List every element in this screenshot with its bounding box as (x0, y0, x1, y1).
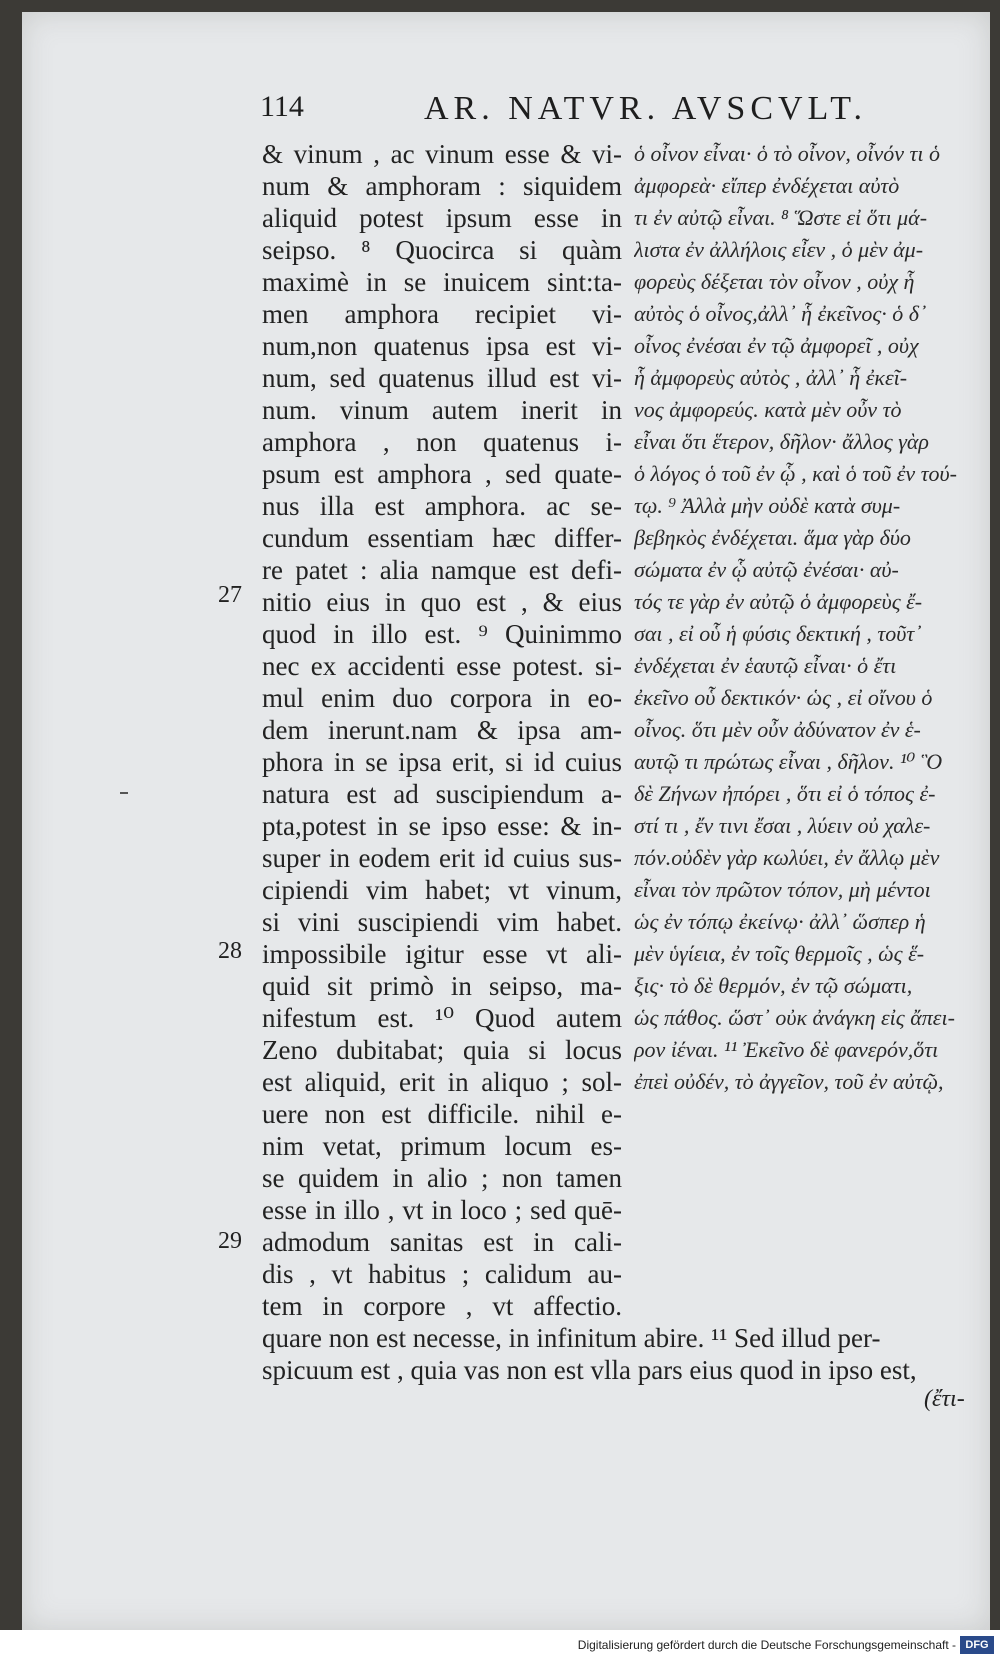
greek-line: ρον ἰέναι. ¹¹ Ἐκεῖνο δὲ φανερόν,ὅτι (634, 1037, 939, 1062)
latin-line: impossibile igitur esse vt ali- (262, 939, 622, 969)
latin-line: aliquid potest ipsum esse in (262, 203, 622, 233)
latin-line: men amphora recipiet vi- (262, 299, 622, 329)
dfg-logo: DFG (960, 1636, 994, 1654)
latin-line: dem inerunt.nam & ipsa am- (262, 715, 622, 745)
latin-line: mul enim duo corpora in eo- (262, 683, 622, 713)
latin-line: num,non quatenus ipsa est vi- (262, 331, 622, 361)
margin-number-29: 29 (218, 1228, 242, 1254)
latin-line: quid sit primò in seipso, ma- (262, 971, 622, 1001)
latin-line: cundum essentiam hæc differ- (262, 523, 622, 553)
latin-line: nim vetat, primum locum es- (262, 1131, 622, 1161)
latin-line: re patet : alia namque est defi- (262, 555, 622, 585)
latin-line: quod in illo est. ⁹ Quinimmo (262, 619, 622, 649)
latin-line: nitio eius in quo est , & eius (262, 587, 622, 617)
latin-line: super in eodem erit id cuius sus- (262, 843, 622, 873)
latin-line: maximè in se inuicem sint:ta- (262, 267, 622, 297)
greek-line: οἶνος. ὅτι μὲν οὖν ἀδύνατον ἐν ἑ- (634, 717, 921, 742)
greek-line: δὲ Ζήνων ἠπόρει , ὅτι εἰ ὁ τόπος ἐ- (634, 781, 936, 806)
greek-line: νος ἀμφορεύς. κατὰ μὲν οὖν τὸ (634, 397, 902, 422)
greek-line: ὡς πάθος. ὥστ᾽ οὐκ ἀνάγκη εἰς ἄπει- (634, 1005, 955, 1030)
latin-line: nus illa est amphora. ac se- (262, 491, 622, 521)
greek-line: ἐπεὶ οὐδέν, τὸ ἀγγεῖον, τοῦ ἐν αὐτῷ, (634, 1069, 944, 1094)
greek-line: στί τι , ἔν τινι ἔσαι , λύειν οὐ χαλε- (634, 813, 931, 838)
greek-column (634, 138, 964, 1098)
greek-line: τι ἐν αὐτῷ εἶναι. ⁸ Ὥστε εἰ ὅτι μά- (634, 205, 928, 230)
greek-line: ἧ ἀμφορεὺς αὐτὸς , ἀλλ᾽ ἧ ἐκεῖ- (634, 365, 908, 390)
greek-line: αὐτὸς ὁ οἶνος,ἀλλ᾽ ἧ ἐκεῖνος· ὁ δ᾽ (634, 301, 927, 326)
greek-line: μὲν ὑγίεια, ἐν τοῖς θερμοῖς , ὡς ἕ- (634, 941, 925, 966)
latin-line: cipiendi vim habet; vt vinum, (262, 875, 622, 905)
greek-line: αυτῷ τι πρώτως εἶναι , δῆλον. ¹⁰ Ὃ (634, 749, 943, 774)
page-header (22, 90, 990, 130)
latin-line: num. vinum autem inerit in (262, 395, 622, 425)
latin-line: est aliquid, erit in aliquo ; sol- (262, 1067, 622, 1097)
footer-credit: Digitalisierung gefördert durch die Deutsche Forschungsgemeinschaft - (577, 1638, 956, 1652)
latin-line: psum est amphora , sed quate- (262, 459, 622, 489)
greek-line: λιστα ἐν ἀλλήλοις εἶεν , ὁ μὲν ἀμ- (634, 237, 924, 262)
catchword: (ἔτι- (924, 1386, 965, 1412)
margin-number-27: 27 (218, 582, 242, 608)
latin-line: Zeno dubitabat; quia si locus (262, 1035, 622, 1065)
latin-line: nifestum est. ¹⁰ Quod autem (262, 1003, 622, 1033)
greek-line: σώματα ἐν ᾧ αὐτῷ ἐνέσαι· αὐ- (634, 557, 899, 582)
greek-line: εἶναι ὅτι ἕτερον, δῆλον· ἄλλος γὰρ (634, 429, 929, 454)
latin-line: dis , vt habitus ; calidum au- (262, 1259, 622, 1289)
book-page (22, 12, 990, 1630)
greek-line: ὡς ἐν τόπῳ ἐκείνῳ· ἀλλ᾽ ὥσπερ ἡ (634, 909, 926, 934)
latin-line: nec ex accidenti esse potest. si- (262, 651, 622, 681)
greek-line: ξις· τὸ δὲ θερμόν, ἐν τῷ σώματι, (634, 973, 913, 998)
greek-line: πόν.οὐδὲν γὰρ κωλύει, ἐν ἄλλῳ μὲν (634, 845, 940, 870)
latin-line: num & amphoram : siquidem (262, 171, 622, 201)
latin-column (262, 138, 622, 1322)
full-width-line: quare non est necesse, in infinitum abire. ¹¹ Sed illud per- (262, 1323, 881, 1353)
latin-line: amphora , non quatenus i- (262, 427, 622, 457)
greek-line: ἐνδέχεται ἐν ἑαυτῷ εἶναι· ὁ ἔτι (634, 653, 897, 678)
latin-line: seipso. ⁸ Quocirca si quàm (262, 235, 622, 265)
greek-line: εἶναι τὸν πρῶτον τόπον, μὴ μέντοι (634, 877, 931, 902)
running-title: AR. NATVR. AVSCVLT. (424, 90, 867, 127)
greek-line: οἶνος ἐνέσαι ἐν τῷ ἀμφορεῖ , οὐχ (634, 333, 919, 358)
greek-line: φορεὺς δέξεται τὸν οἶνον , οὐχ ἧ (634, 269, 915, 294)
latin-line: & vinum , ac vinum esse & vi- (262, 139, 622, 169)
greek-line: τῳ. ⁹ Ἀλλὰ μὴν οὐδὲ κατὰ συμ- (634, 493, 901, 518)
latin-line: se quidem in alio ; non tamen (262, 1163, 622, 1193)
greek-line: ἐκεῖνο οὗ δεκτικόν· ὡς , εἰ οἴνου ὁ (634, 685, 933, 710)
greek-line: σαι , εἰ οὗ ἡ φύσις δεκτική , τοῦτ᾽ (634, 621, 922, 646)
latin-line: num, sed quatenus illud est vi- (262, 363, 622, 393)
greek-line: ὁ λόγος ὁ τοῦ ἐν ᾧ , καὶ ὁ τοῦ ἐν τού- (634, 461, 957, 486)
latin-line: pta,potest in se ipso esse: & in- (262, 811, 622, 841)
latin-line: uere non est difficile. nihil e- (262, 1099, 622, 1129)
latin-line: natura est ad suscipiendum a- (262, 779, 622, 809)
greek-line: ἀμφορεὰ· εἴπερ ἐνδέχεται αὐτὸ (634, 173, 900, 198)
latin-line: esse in illo , vt in loco ; sed quē- (262, 1195, 622, 1225)
margin-mark (120, 792, 128, 794)
margin-number-28: 28 (218, 938, 242, 964)
page-number: 114 (260, 90, 304, 123)
latin-line: si vini suscipiendi vim habet. (262, 907, 622, 937)
latin-line: admodum sanitas est in cali- (262, 1227, 622, 1257)
greek-line: βεβηκὸς ἐνδέχεται. ἅμα γὰρ δύο (634, 525, 911, 550)
full-width-line: spicuum est , quia vas non est vlla pars eius quod in ipso est, (262, 1355, 917, 1385)
greek-line: τός τε γὰρ ἐν αὐτῷ ὁ ἀμφορεὺς ἔ- (634, 589, 923, 614)
latin-line: phora in se ipsa erit, si id cuius (262, 747, 622, 777)
full-width-text (262, 1322, 982, 1386)
greek-line: ὁ οἶνον εἶναι· ὁ τὸ οἶνον, οἶνόν τι ὁ (634, 141, 940, 166)
footer-bar (0, 1630, 1000, 1663)
latin-line: tem in corpore , vt affectio. (262, 1291, 622, 1321)
